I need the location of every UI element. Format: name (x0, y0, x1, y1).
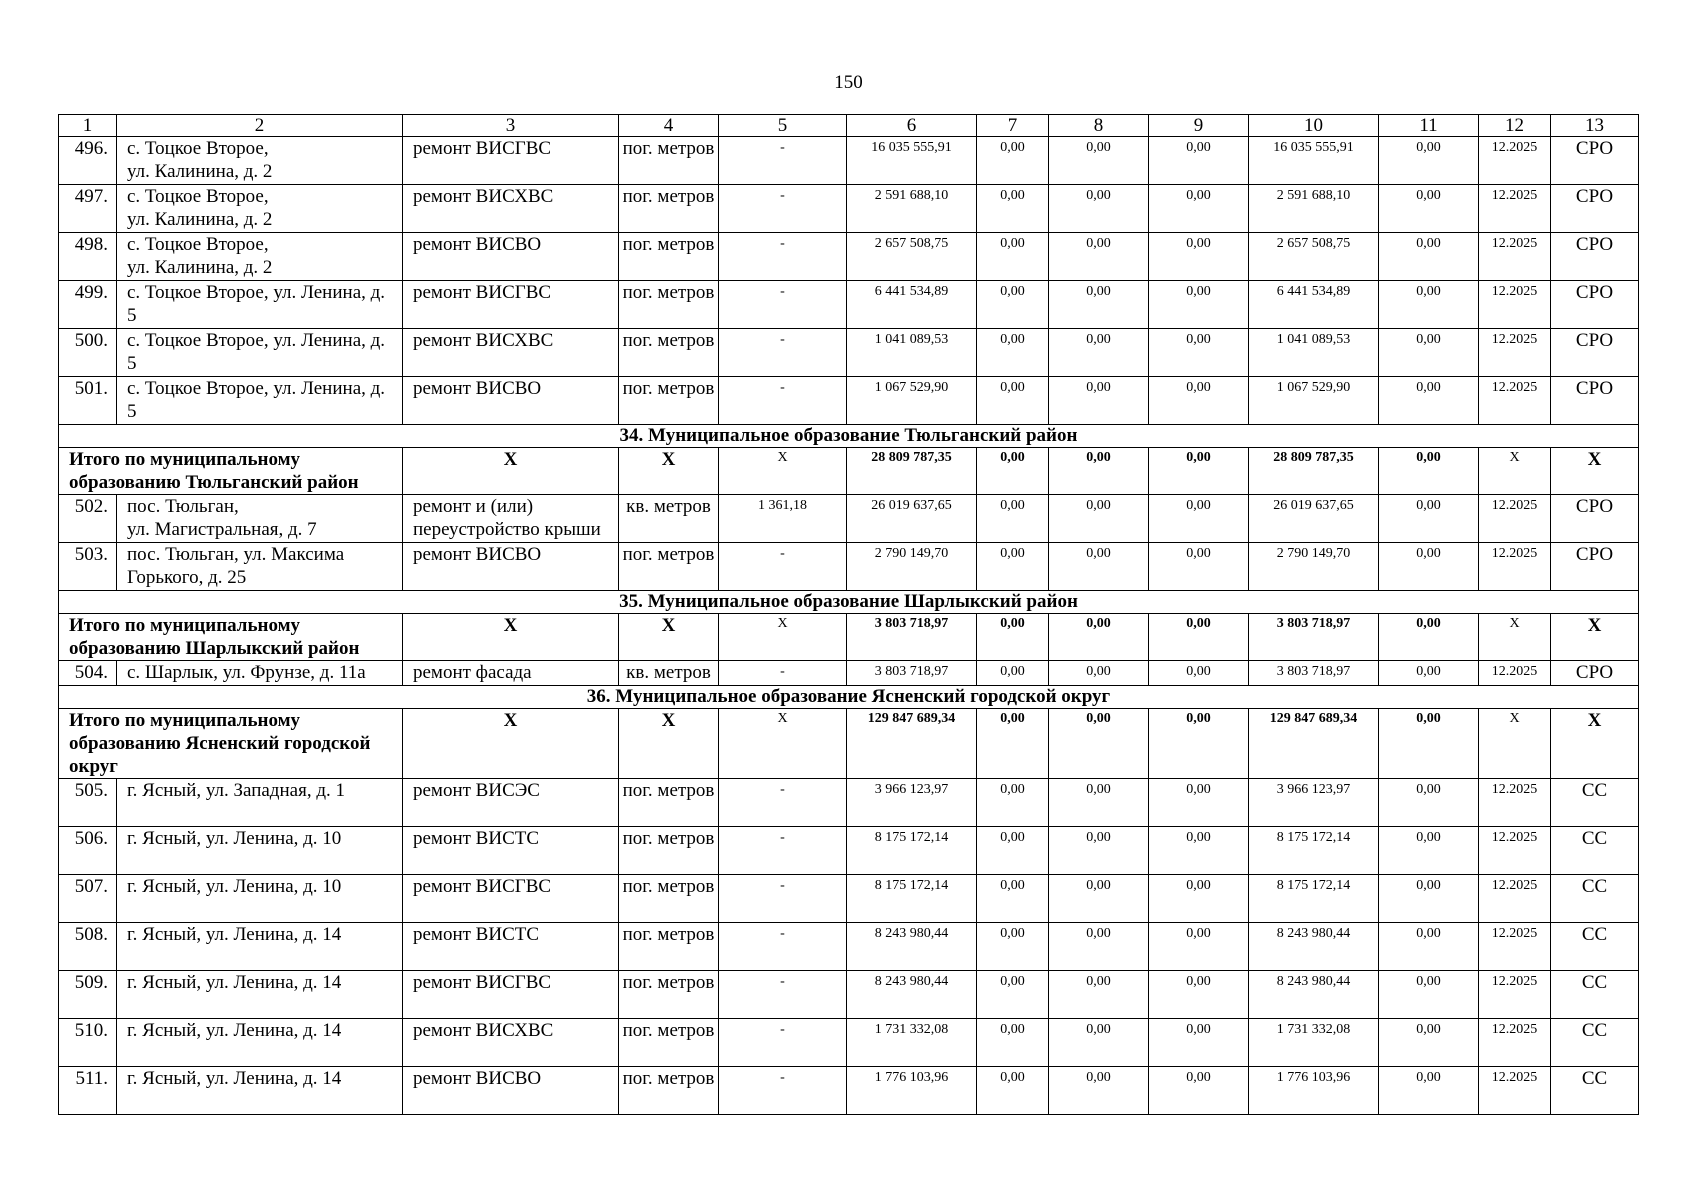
row-number: 507. (59, 875, 117, 923)
total-method: Х (1551, 709, 1639, 779)
work-type: ремонт ВИСВО (403, 543, 619, 591)
column-header: 13 (1551, 115, 1639, 137)
table-row (59, 495, 1639, 543)
address: г. Ясный, ул. Ленина, д. 10 (117, 827, 403, 875)
fund-local: 0,00 (1149, 137, 1249, 185)
row-number: 505. (59, 779, 117, 827)
fund-other: 0,00 (1379, 661, 1479, 686)
total-fund-regional: 0,00 (1049, 709, 1149, 779)
method: СС (1551, 1067, 1639, 1115)
row-number: 503. (59, 543, 117, 591)
total-unit: Х (619, 448, 719, 495)
total-fund-federal: 0,00 (977, 709, 1049, 779)
fund-federal: 0,00 (977, 1067, 1049, 1115)
page-number: 150 (834, 72, 863, 93)
column-header: 7 (977, 115, 1049, 137)
row-number: 496. (59, 137, 117, 185)
fund-owners: 1 067 529,90 (1249, 377, 1379, 425)
row-number: 510. (59, 1019, 117, 1067)
method: СРО (1551, 185, 1639, 233)
table-row (59, 875, 1639, 923)
fund-regional: 0,00 (1049, 185, 1149, 233)
fund-owners: 8 175 172,14 (1249, 827, 1379, 875)
table-row (59, 137, 1639, 185)
fund-federal: 0,00 (977, 923, 1049, 971)
total-method: Х (1551, 614, 1639, 661)
table-body (59, 115, 1639, 1115)
address: с. Тоцкое Второе, ул. Калинина, д. 2 (117, 185, 403, 233)
volume: - (719, 233, 847, 281)
section-heading-row (59, 591, 1639, 614)
unit: пог. метров (619, 281, 719, 329)
column-header: 5 (719, 115, 847, 137)
table-row (59, 779, 1639, 827)
fund-other: 0,00 (1379, 779, 1479, 827)
total-cost: 8 243 980,44 (847, 923, 977, 971)
work-type: ремонт ВИСВО (403, 233, 619, 281)
work-type: ремонт ВИСГВС (403, 281, 619, 329)
fund-regional: 0,00 (1049, 875, 1149, 923)
total-cost: 2 790 149,70 (847, 543, 977, 591)
total-deadline: Х (1479, 448, 1551, 495)
total-fund-owners: 129 847 689,34 (1249, 709, 1379, 779)
work-type: ремонт ВИСТС (403, 923, 619, 971)
work-type: ремонт ВИСХВС (403, 1019, 619, 1067)
column-header: 3 (403, 115, 619, 137)
method: СРО (1551, 661, 1639, 686)
fund-other: 0,00 (1379, 875, 1479, 923)
row-number: 498. (59, 233, 117, 281)
column-header: 10 (1249, 115, 1379, 137)
fund-owners: 1 731 332,08 (1249, 1019, 1379, 1067)
work-type: ремонт ВИСХВС (403, 329, 619, 377)
unit: кв. метров (619, 661, 719, 686)
fund-local: 0,00 (1149, 377, 1249, 425)
total-cost: 1 041 089,53 (847, 329, 977, 377)
fund-regional: 0,00 (1049, 495, 1149, 543)
fund-owners: 2 591 688,10 (1249, 185, 1379, 233)
fund-regional: 0,00 (1049, 281, 1149, 329)
fund-owners: 3 966 123,97 (1249, 779, 1379, 827)
deadline: 12.2025 (1479, 137, 1551, 185)
fund-federal: 0,00 (977, 779, 1049, 827)
fund-regional: 0,00 (1049, 1067, 1149, 1115)
total-fund-other: 0,00 (1379, 448, 1479, 495)
fund-federal: 0,00 (977, 233, 1049, 281)
column-header: 12 (1479, 115, 1551, 137)
work-type: ремонт ВИСВО (403, 377, 619, 425)
unit: пог. метров (619, 377, 719, 425)
total-work-type: Х (403, 709, 619, 779)
table-row (59, 923, 1639, 971)
fund-local: 0,00 (1149, 1019, 1249, 1067)
fund-local: 0,00 (1149, 1067, 1249, 1115)
row-number: 504. (59, 661, 117, 686)
work-type: ремонт ВИСГВС (403, 137, 619, 185)
section-heading-row (59, 686, 1639, 709)
fund-local: 0,00 (1149, 923, 1249, 971)
fund-regional: 0,00 (1049, 329, 1149, 377)
deadline: 12.2025 (1479, 495, 1551, 543)
table-row (59, 377, 1639, 425)
fund-local: 0,00 (1149, 875, 1249, 923)
method: СРО (1551, 329, 1639, 377)
total-method: Х (1551, 448, 1639, 495)
volume: - (719, 661, 847, 686)
volume: - (719, 329, 847, 377)
work-type: ремонт ВИСГВС (403, 971, 619, 1019)
table-row (59, 661, 1639, 686)
total-volume: Х (719, 614, 847, 661)
total-fund-federal: 0,00 (977, 614, 1049, 661)
total-work-type: Х (403, 614, 619, 661)
row-number: 499. (59, 281, 117, 329)
column-header: 8 (1049, 115, 1149, 137)
total-label: Итого по муниципальному образованию Шарлыкский район (59, 614, 403, 661)
fund-local: 0,00 (1149, 185, 1249, 233)
deadline: 12.2025 (1479, 329, 1551, 377)
row-number: 509. (59, 971, 117, 1019)
unit: пог. метров (619, 779, 719, 827)
total-cost: 16 035 555,91 (847, 137, 977, 185)
unit: пог. метров (619, 329, 719, 377)
row-number: 511. (59, 1067, 117, 1115)
total-fund-local: 0,00 (1149, 448, 1249, 495)
fund-local: 0,00 (1149, 495, 1249, 543)
total-cost: 2 657 508,75 (847, 233, 977, 281)
method: СРО (1551, 137, 1639, 185)
fund-regional: 0,00 (1049, 1019, 1149, 1067)
fund-owners: 16 035 555,91 (1249, 137, 1379, 185)
deadline: 12.2025 (1479, 971, 1551, 1019)
fund-regional: 0,00 (1049, 971, 1149, 1019)
total-row (59, 614, 1639, 661)
table-row (59, 543, 1639, 591)
fund-federal: 0,00 (977, 971, 1049, 1019)
fund-local: 0,00 (1149, 661, 1249, 686)
fund-regional: 0,00 (1049, 137, 1149, 185)
total-fund-local: 0,00 (1149, 709, 1249, 779)
fund-federal: 0,00 (977, 185, 1049, 233)
volume: - (719, 377, 847, 425)
total-fund-other: 0,00 (1379, 709, 1479, 779)
method: СС (1551, 779, 1639, 827)
method: СРО (1551, 377, 1639, 425)
fund-other: 0,00 (1379, 1067, 1479, 1115)
method: СС (1551, 875, 1639, 923)
table-row (59, 185, 1639, 233)
address: г. Ясный, ул. Западная, д. 1 (117, 779, 403, 827)
method: СС (1551, 827, 1639, 875)
total-row (59, 448, 1639, 495)
fund-other: 0,00 (1379, 185, 1479, 233)
fund-regional: 0,00 (1049, 661, 1149, 686)
total-volume: Х (719, 448, 847, 495)
deadline: 12.2025 (1479, 923, 1551, 971)
address: с. Тоцкое Второе, ул. Ленина, д. 5 (117, 281, 403, 329)
work-type: ремонт фасада (403, 661, 619, 686)
address: с. Шарлык, ул. Фрунзе, д. 11а (117, 661, 403, 686)
total-cost: 2 591 688,10 (847, 185, 977, 233)
total-label: Итого по муниципальному образованию Ясненский городской округ (59, 709, 403, 779)
unit: пог. метров (619, 971, 719, 1019)
fund-owners: 1 776 103,96 (1249, 1067, 1379, 1115)
table-row (59, 1019, 1639, 1067)
volume: - (719, 1067, 847, 1115)
work-type: ремонт ВИСГВС (403, 875, 619, 923)
section-title: 34. Муниципальное образование Тюльганский район (59, 425, 1639, 448)
total-fund-other: 0,00 (1379, 614, 1479, 661)
row-number: 508. (59, 923, 117, 971)
column-header: 11 (1379, 115, 1479, 137)
unit: пог. метров (619, 233, 719, 281)
section-title: 35. Муниципальное образование Шарлыкский район (59, 591, 1639, 614)
deadline: 12.2025 (1479, 1019, 1551, 1067)
fund-local: 0,00 (1149, 233, 1249, 281)
volume: - (719, 543, 847, 591)
total-fund-regional: 0,00 (1049, 614, 1149, 661)
total-fund-owners: 28 809 787,35 (1249, 448, 1379, 495)
volume: - (719, 281, 847, 329)
deadline: 12.2025 (1479, 827, 1551, 875)
total-cost: 3 966 123,97 (847, 779, 977, 827)
deadline: 12.2025 (1479, 875, 1551, 923)
volume: - (719, 1019, 847, 1067)
deadline: 12.2025 (1479, 377, 1551, 425)
method: СРО (1551, 543, 1639, 591)
table-row (59, 1067, 1639, 1115)
total-total-cost: 129 847 689,34 (847, 709, 977, 779)
fund-owners: 8 243 980,44 (1249, 971, 1379, 1019)
work-type: ремонт и (или) переустройство крыши (403, 495, 619, 543)
table-row (59, 827, 1639, 875)
work-type: ремонт ВИСТС (403, 827, 619, 875)
total-cost: 8 175 172,14 (847, 827, 977, 875)
volume: - (719, 875, 847, 923)
table-row (59, 281, 1639, 329)
address: г. Ясный, ул. Ленина, д. 14 (117, 923, 403, 971)
repair-program-table (58, 114, 1639, 1115)
total-total-cost: 28 809 787,35 (847, 448, 977, 495)
method: СРО (1551, 233, 1639, 281)
total-row (59, 709, 1639, 779)
total-unit: Х (619, 709, 719, 779)
unit: пог. метров (619, 1067, 719, 1115)
column-header: 6 (847, 115, 977, 137)
total-cost: 8 243 980,44 (847, 971, 977, 1019)
unit: пог. метров (619, 827, 719, 875)
method: СРО (1551, 281, 1639, 329)
total-cost: 1 731 332,08 (847, 1019, 977, 1067)
fund-other: 0,00 (1379, 923, 1479, 971)
work-type: ремонт ВИСВО (403, 1067, 619, 1115)
work-type: ремонт ВИСХВС (403, 185, 619, 233)
deadline: 12.2025 (1479, 281, 1551, 329)
volume: - (719, 827, 847, 875)
fund-regional: 0,00 (1049, 779, 1149, 827)
fund-regional: 0,00 (1049, 543, 1149, 591)
fund-federal: 0,00 (977, 661, 1049, 686)
fund-other: 0,00 (1379, 827, 1479, 875)
address: с. Тоцкое Второе, ул. Калинина, д. 2 (117, 137, 403, 185)
volume: 1 361,18 (719, 495, 847, 543)
section-title: 36. Муниципальное образование Ясненский городской округ (59, 686, 1639, 709)
address: с. Тоцкое Второе, ул. Калинина, д. 2 (117, 233, 403, 281)
row-number: 502. (59, 495, 117, 543)
address: с. Тоцкое Второе, ул. Ленина, д. 5 (117, 377, 403, 425)
table-row (59, 329, 1639, 377)
fund-federal: 0,00 (977, 495, 1049, 543)
fund-local: 0,00 (1149, 543, 1249, 591)
deadline: 12.2025 (1479, 1067, 1551, 1115)
fund-local: 0,00 (1149, 779, 1249, 827)
deadline: 12.2025 (1479, 543, 1551, 591)
table-row (59, 971, 1639, 1019)
fund-other: 0,00 (1379, 495, 1479, 543)
total-cost: 26 019 637,65 (847, 495, 977, 543)
total-deadline: Х (1479, 614, 1551, 661)
fund-federal: 0,00 (977, 329, 1049, 377)
total-cost: 1 776 103,96 (847, 1067, 977, 1115)
deadline: 12.2025 (1479, 779, 1551, 827)
fund-federal: 0,00 (977, 875, 1049, 923)
column-number-row (59, 115, 1639, 137)
volume: - (719, 971, 847, 1019)
total-volume: Х (719, 709, 847, 779)
total-label: Итого по муниципальному образованию Тюльганский район (59, 448, 403, 495)
unit: пог. метров (619, 923, 719, 971)
fund-other: 0,00 (1379, 233, 1479, 281)
column-header: 1 (59, 115, 117, 137)
row-number: 506. (59, 827, 117, 875)
total-cost: 1 067 529,90 (847, 377, 977, 425)
fund-owners: 2 790 149,70 (1249, 543, 1379, 591)
fund-federal: 0,00 (977, 281, 1049, 329)
total-deadline: Х (1479, 709, 1551, 779)
fund-other: 0,00 (1379, 543, 1479, 591)
fund-local: 0,00 (1149, 281, 1249, 329)
fund-owners: 6 441 534,89 (1249, 281, 1379, 329)
address: г. Ясный, ул. Ленина, д. 14 (117, 971, 403, 1019)
fund-other: 0,00 (1379, 281, 1479, 329)
address: пос. Тюльган, ул. Максима Горького, д. 25 (117, 543, 403, 591)
total-unit: Х (619, 614, 719, 661)
total-cost: 8 175 172,14 (847, 875, 977, 923)
fund-owners: 8 175 172,14 (1249, 875, 1379, 923)
total-fund-local: 0,00 (1149, 614, 1249, 661)
fund-local: 0,00 (1149, 827, 1249, 875)
total-work-type: Х (403, 448, 619, 495)
fund-local: 0,00 (1149, 329, 1249, 377)
fund-other: 0,00 (1379, 377, 1479, 425)
address: г. Ясный, ул. Ленина, д. 14 (117, 1067, 403, 1115)
fund-owners: 1 041 089,53 (1249, 329, 1379, 377)
deadline: 12.2025 (1479, 185, 1551, 233)
fund-federal: 0,00 (977, 377, 1049, 425)
column-header: 4 (619, 115, 719, 137)
total-total-cost: 3 803 718,97 (847, 614, 977, 661)
column-header: 9 (1149, 115, 1249, 137)
fund-local: 0,00 (1149, 971, 1249, 1019)
fund-owners: 26 019 637,65 (1249, 495, 1379, 543)
volume: - (719, 185, 847, 233)
unit: пог. метров (619, 185, 719, 233)
address: г. Ясный, ул. Ленина, д. 14 (117, 1019, 403, 1067)
row-number: 500. (59, 329, 117, 377)
unit: кв. метров (619, 495, 719, 543)
deadline: 12.2025 (1479, 233, 1551, 281)
fund-other: 0,00 (1379, 329, 1479, 377)
method: СС (1551, 1019, 1639, 1067)
address: с. Тоцкое Второе, ул. Ленина, д. 5 (117, 329, 403, 377)
volume: - (719, 923, 847, 971)
fund-regional: 0,00 (1049, 233, 1149, 281)
fund-regional: 0,00 (1049, 827, 1149, 875)
total-fund-regional: 0,00 (1049, 448, 1149, 495)
unit: пог. метров (619, 543, 719, 591)
fund-other: 0,00 (1379, 971, 1479, 1019)
unit: пог. метров (619, 875, 719, 923)
table-row (59, 233, 1639, 281)
row-number: 497. (59, 185, 117, 233)
fund-regional: 0,00 (1049, 923, 1149, 971)
method: СС (1551, 971, 1639, 1019)
method: СС (1551, 923, 1639, 971)
total-fund-owners: 3 803 718,97 (1249, 614, 1379, 661)
address: г. Ясный, ул. Ленина, д. 10 (117, 875, 403, 923)
unit: пог. метров (619, 1019, 719, 1067)
section-heading-row (59, 425, 1639, 448)
work-type: ремонт ВИСЭС (403, 779, 619, 827)
fund-owners: 3 803 718,97 (1249, 661, 1379, 686)
unit: пог. метров (619, 137, 719, 185)
row-number: 501. (59, 377, 117, 425)
fund-federal: 0,00 (977, 1019, 1049, 1067)
total-fund-federal: 0,00 (977, 448, 1049, 495)
address: пос. Тюльган, ул. Магистральная, д. 7 (117, 495, 403, 543)
deadline: 12.2025 (1479, 661, 1551, 686)
column-header: 2 (117, 115, 403, 137)
fund-federal: 0,00 (977, 827, 1049, 875)
fund-federal: 0,00 (977, 137, 1049, 185)
fund-federal: 0,00 (977, 543, 1049, 591)
total-cost: 6 441 534,89 (847, 281, 977, 329)
method: СРО (1551, 495, 1639, 543)
total-cost: 3 803 718,97 (847, 661, 977, 686)
fund-other: 0,00 (1379, 1019, 1479, 1067)
fund-owners: 2 657 508,75 (1249, 233, 1379, 281)
volume: - (719, 779, 847, 827)
fund-other: 0,00 (1379, 137, 1479, 185)
fund-regional: 0,00 (1049, 377, 1149, 425)
volume: - (719, 137, 847, 185)
fund-owners: 8 243 980,44 (1249, 923, 1379, 971)
